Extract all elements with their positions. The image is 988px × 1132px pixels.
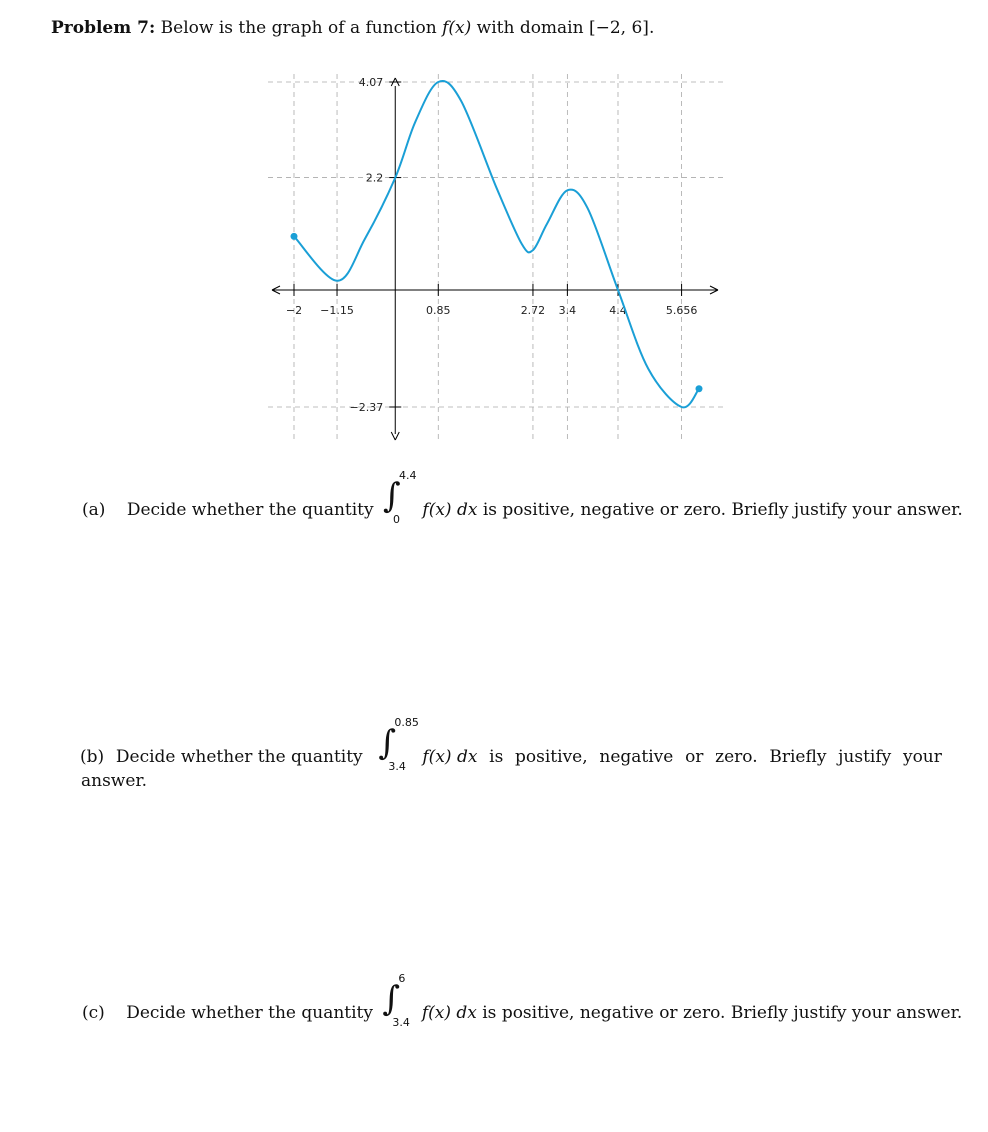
function-graph [258, 60, 738, 450]
integral-sign: ∫ [383, 476, 401, 516]
problem-func: f(x) [442, 18, 472, 38]
question-b-word: negative [599, 747, 674, 767]
tick-marks [294, 82, 682, 407]
question-b-label: (b) [80, 747, 105, 767]
integral-c [378, 972, 416, 1029]
x-tick-label: 2.72 [520, 304, 546, 317]
problem-statement [51, 18, 654, 38]
integral-sign: ∫ [382, 979, 401, 1019]
question-a-before: Decide whether the quantity [126, 500, 374, 520]
integral-b-upper: 0.85 [394, 716, 419, 729]
question-b [80, 716, 942, 773]
question-b-word: Briefly [769, 747, 827, 767]
grid-lines [268, 74, 723, 440]
endpoint-dot [696, 385, 703, 392]
function-curve [294, 81, 699, 407]
question-c [82, 972, 963, 1029]
x-tick-label: −1.15 [320, 304, 354, 317]
question-b-word: positive, [515, 747, 588, 767]
question-b-word: justify [838, 747, 892, 767]
integral-a-upper: 4.4 [399, 469, 417, 482]
x-tick-label: −2 [285, 304, 303, 317]
question-c-label: (c) [82, 1003, 105, 1023]
x-tick-label: 0.85 [426, 304, 451, 317]
y-tick-label: −2.37 [349, 401, 384, 414]
problem-domain: [−2, 6] [588, 18, 649, 38]
axes [272, 78, 718, 440]
y-tick-label: 2.2 [365, 171, 384, 185]
question-c-after: is positive, negative or zero. Briefly justify your answer. [482, 1003, 963, 1023]
question-b-word: or [685, 747, 704, 767]
question-b-word: zero. [715, 747, 758, 767]
integral-b [374, 716, 419, 773]
integral-c-lower: 3.4 [392, 1016, 410, 1029]
question-b-continuation: answer. [81, 771, 148, 791]
question-a-label: (a) [82, 500, 106, 520]
problem-lead: Problem 7: [51, 18, 156, 38]
question-a-after: is positive, negative or zero. Briefly justify your answer. [482, 500, 963, 520]
question-c-before: Decide whether the quantity [126, 1003, 373, 1023]
question-b-word: is [489, 747, 504, 767]
problem-text-mid: with domain [476, 18, 584, 38]
question-b-before: Decide whether the quantity [115, 747, 363, 767]
x-tick-label: 5.656 [665, 304, 698, 317]
integral-c-upper: 6 [398, 972, 406, 985]
integral-sign: ∫ [378, 723, 397, 763]
tick-labels [286, 76, 697, 414]
integral-a [379, 469, 417, 526]
problem-text-end: . [648, 18, 655, 38]
question-c-integrand: f(x) dx [421, 1003, 477, 1023]
integral-a-lower: 0 [393, 513, 401, 526]
x-tick-label: 4.4 [609, 304, 627, 317]
x-tick-label: 3.4 [558, 304, 577, 317]
question-a [82, 469, 963, 526]
question-a-integrand: f(x) dx [422, 500, 478, 520]
endpoint-dot [291, 233, 298, 240]
y-tick-label: 4.07 [358, 76, 384, 89]
problem-text-before: Below is the graph of a function [160, 18, 437, 38]
question-b-integrand: f(x) dx [422, 747, 478, 767]
question-b-word: your [902, 747, 942, 767]
integral-b-lower: 3.4 [388, 760, 406, 773]
